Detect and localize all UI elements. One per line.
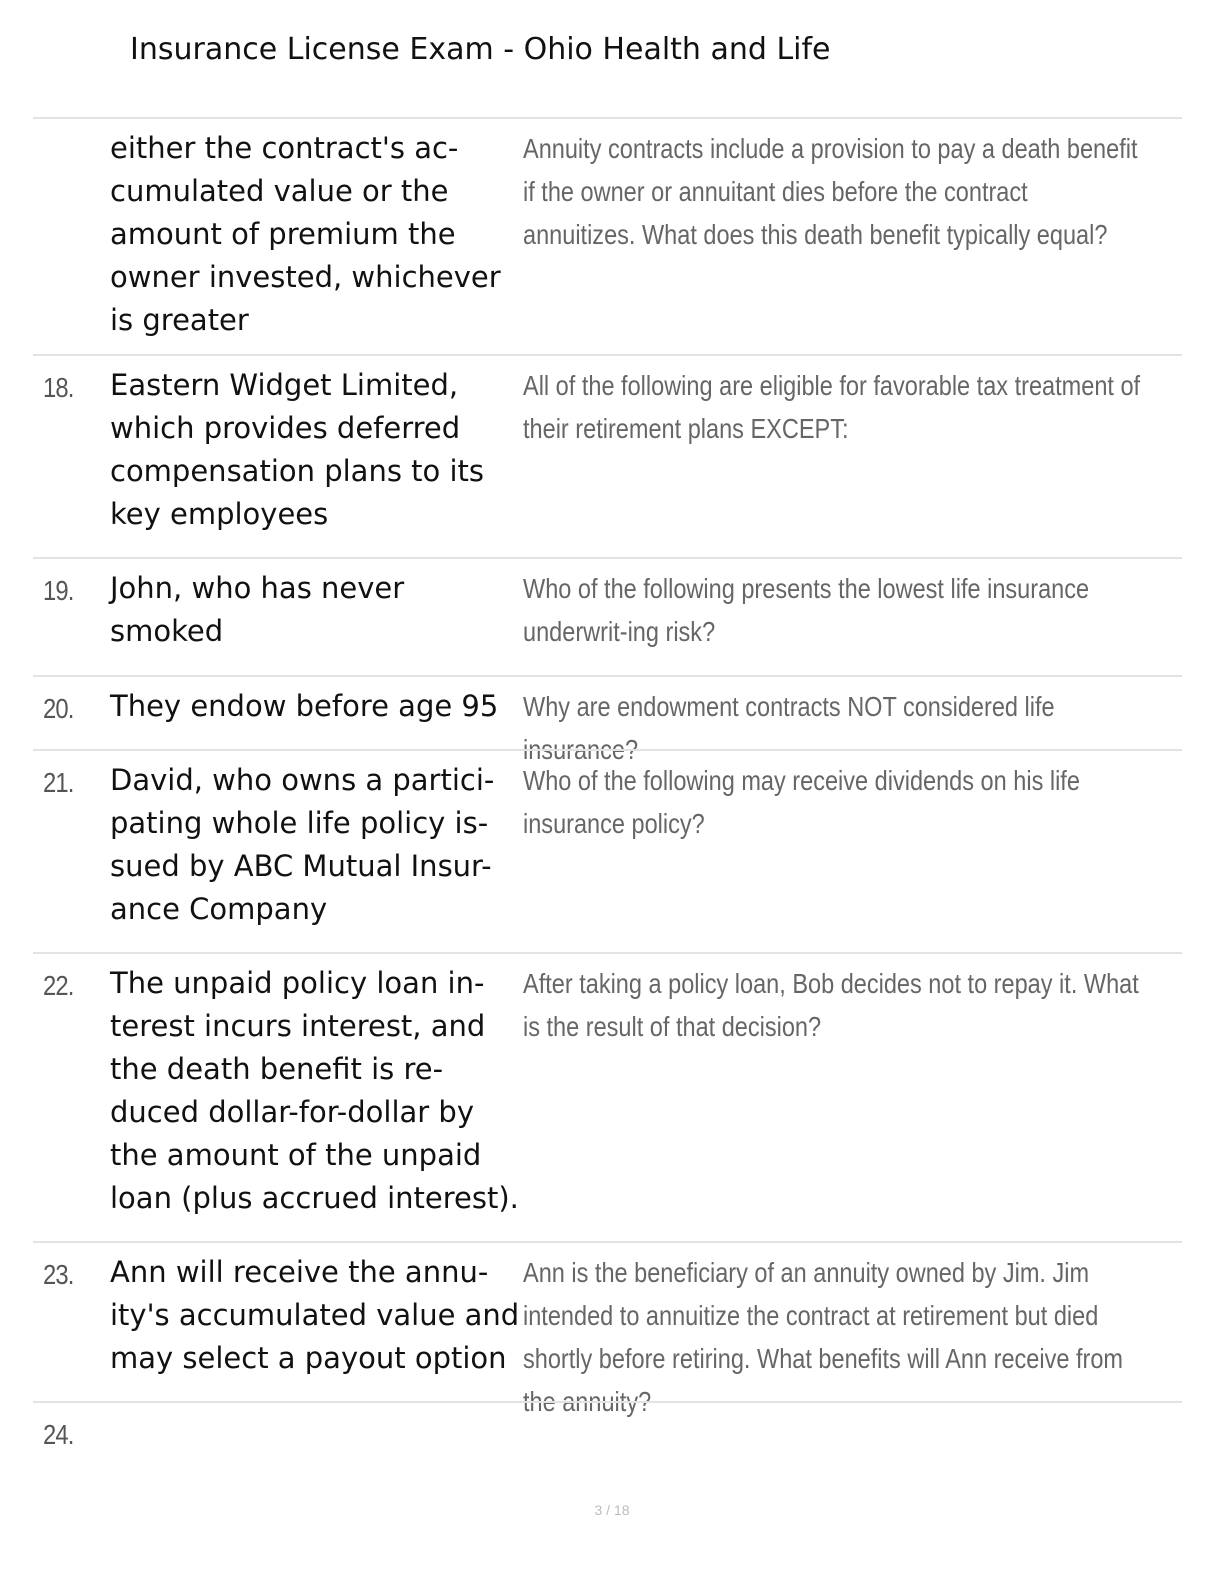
card-question: Who of the following presents the lowest life insurance underwrit-ing risk? [523, 573, 1090, 647]
card-row [33, 675, 1182, 765]
card-row [33, 749, 1182, 952]
card-number: 20. [43, 693, 74, 724]
card-row [33, 354, 1182, 557]
card-number: 24. [43, 1419, 74, 1450]
card-question: Why are endowment contracts NOT considered life insurance? [523, 691, 1055, 765]
card-question: Annuity contracts include a provision to pay a death benefit if the owner or annuitant dies before the contract annuitizes. What does this death benefit typically equal? [523, 133, 1138, 250]
card-row [33, 952, 1182, 1241]
card-row [33, 117, 1182, 354]
card-number: 18. [43, 372, 74, 403]
card-number: 22. [43, 970, 74, 1001]
card-number: 23. [43, 1259, 74, 1290]
card-row [33, 1401, 1182, 1471]
card-number: 21. [43, 767, 74, 798]
flashcard-list [33, 117, 1182, 1471]
page-number: 3 / 18 [594, 1502, 630, 1518]
card-answer: Ann will receive the annu-ity's accumulated value and may select a payout option [110, 1255, 520, 1375]
card-answer: The unpaid policy loan in-terest incurs interest, and the death benefit is re-duced dollar-for-dollar by the amount of the unpaid loan (plus accrued interest). [110, 966, 519, 1215]
card-answer: They endow before age 95 [110, 689, 499, 723]
card-row [33, 557, 1182, 675]
card-question: Who of the following may receive dividends on his life insurance policy? [523, 765, 1080, 839]
page-title: Insurance License Exam - Ohio Health and Life [130, 32, 831, 67]
card-answer: Eastern Widget Limited, which provides deferred compensation plans to its key employees [110, 368, 485, 531]
card-number: 19. [43, 575, 74, 606]
card-answer: either the contract's ac-cumulated value or the amount of premium the owner invested, whichever is greater [110, 131, 501, 337]
card-answer: John, who has never smoked [110, 571, 405, 648]
card-question: All of the following are eligible for favorable tax treatment of their retirement plans EXCEPT: [523, 370, 1141, 444]
card-answer: David, who owns a partici-pating whole life policy is-sued by ABC Mutual Insur-ance Company [110, 763, 495, 926]
card-question: Ann is the beneficiary of an annuity owned by Jim. Jim intended to annuitize the contract at retirement but died shortly before retiring. What benefits will Ann receive from the annuity? [523, 1257, 1124, 1417]
card-row [33, 1241, 1182, 1417]
card-question: After taking a policy loan, Bob decides not to repay it. What is the result of that decision? [523, 968, 1139, 1042]
